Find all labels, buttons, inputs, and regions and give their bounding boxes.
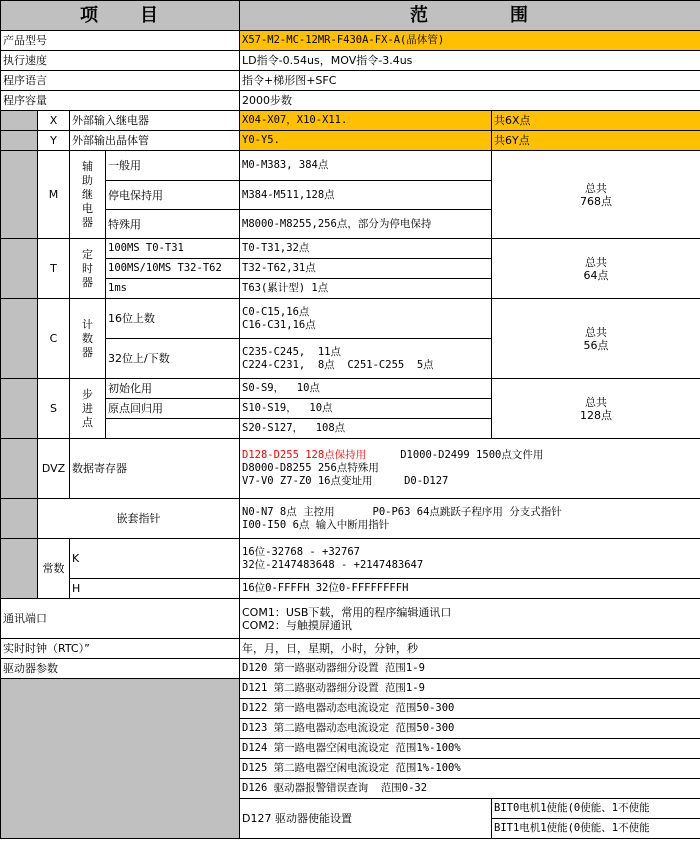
driver-row: D121 第二路驱动器细分设置 范围1-9 [240, 679, 700, 699]
t-100-label: 100MS T0-T31 [106, 239, 240, 259]
comm-label: 通讯端口 [1, 599, 240, 639]
c-group: 计数器 [70, 299, 106, 379]
s-init-value: S0-S9， 10点 [240, 379, 492, 399]
s-code: S [38, 379, 70, 439]
x-label: 外部输入继电器 [70, 111, 240, 131]
driver-label: 驱动器参数 [1, 659, 240, 679]
m-power-label: 停电保持用 [106, 181, 240, 210]
row-driver-1 [1, 679, 700, 699]
t-1-label: 1ms [106, 279, 240, 299]
s-group: 步进点 [70, 379, 106, 439]
row-speed [1, 51, 700, 71]
nest-value: N0-N7 8点 主控用 P0-P63 64点跳跃子程序用 分支式指针 I00-I50 6点 输入中断用指针 [240, 499, 700, 539]
driver-row: D126 驱动器报警错误查询 范围0-32 [240, 779, 700, 799]
x-code: X [38, 111, 70, 131]
s-general-value: S20-S127， 108点 [240, 419, 492, 439]
m-power-value: M384-M511,128点 [240, 181, 492, 210]
row-m-general [1, 151, 700, 181]
rtc-label: 实时时钟（RTC）” [1, 639, 240, 659]
header-item: 项 目 [1, 1, 240, 31]
language-value: 指令+梯形图+SFC [240, 71, 700, 91]
row-nest [1, 499, 700, 539]
speed-value: LD指令-0.54us，MOV指令-3.4us [240, 51, 700, 71]
driver-bit0: BIT0电机1使能(0使能、1不使能 [492, 799, 700, 819]
t-group: 定时器 [70, 239, 106, 299]
c-32-value: C235-C245, 11点 C224-C231, 8点 C251-C255 5点 [240, 339, 492, 379]
capacity-label: 程序容量 [1, 91, 240, 111]
row-capacity [1, 91, 700, 111]
row-x [1, 111, 700, 131]
const-label: 常数 [38, 539, 70, 599]
y-total: 共6Y点 [492, 131, 700, 151]
y-code: Y [38, 131, 70, 151]
x-value: X04-X07，X10-X11. [240, 111, 492, 131]
dvz-value: D128-D255 128点保持用 D1000-D2499 1500点文件用 D8000-D8255 256点特殊用 V7-V0 Z7-Z0 16点变址用 D0-D127 [240, 439, 700, 499]
driver-bit1: BIT1电机1使能(0使能、1不使能 [492, 819, 700, 839]
row-y [1, 131, 700, 151]
nest-label: 嵌套指针 [38, 499, 240, 539]
y-label: 外部输出晶体管 [70, 131, 240, 151]
c-16-label: 16位上数 [106, 299, 240, 339]
driver-row: D120 第一路驱动器细分设置 范围1-9 [240, 659, 700, 679]
m-general-value: M0-M383, 384点 [240, 151, 492, 181]
rtc-value: 年，月，日，星期，小时，分钟，秒 [240, 639, 700, 659]
row-const-k [1, 539, 700, 579]
driver-row: D124 第一路电器空闲电流设定 范围1%-100% [240, 739, 700, 759]
driver-row: D123 第二路电器动态电流设定 范围50-300 [240, 719, 700, 739]
t-code: T [38, 239, 70, 299]
row-const-h [1, 579, 700, 599]
s-total: 总共 128点 [492, 379, 700, 439]
driver-row: D125 第二路电器空闲电流设定 范围1%-100% [240, 759, 700, 779]
row-driver-0 [1, 659, 700, 679]
row-comm [1, 599, 700, 639]
row-s-init [1, 379, 700, 399]
m-general-label: 一般用 [106, 151, 240, 181]
m-total: 总共 768点 [492, 151, 700, 239]
t-1-value: T63(累计型) 1点 [240, 279, 492, 299]
m-special-label: 特殊用 [106, 210, 240, 239]
driver-enable-label: D127 驱动器使能设置 [240, 799, 492, 839]
c-16-value: C0-C15,16点 C16-C31,16点 [240, 299, 492, 339]
dvz-retained: D128-D255 128点保持用 [242, 449, 367, 461]
m-group: 辅助继电器 [70, 151, 106, 239]
row-model [1, 31, 700, 51]
t-total: 总共 64点 [492, 239, 700, 299]
const-k-value: 16位-32768 - +32767 32位-2147483648 - +2147483647 [240, 539, 700, 579]
model-label: 产品型号 [1, 31, 240, 51]
header-range: 范 围 [240, 1, 700, 31]
row-c-16 [1, 299, 700, 339]
s-origin-value: S10-S19， 10点 [240, 399, 492, 419]
m-code: M [38, 151, 70, 239]
const-k: K [70, 539, 240, 579]
c-32-label: 32位上/下数 [106, 339, 240, 379]
row-t-100 [1, 239, 700, 259]
y-value: Y0-Y5. [240, 131, 492, 151]
header-row [1, 1, 700, 31]
const-h: H [70, 579, 240, 599]
x-total: 共6X点 [492, 111, 700, 131]
c-code: C [38, 299, 70, 379]
m-special-value: M8000-M8255,256点，部分为停电保持 [240, 210, 492, 239]
s-origin-label: 原点回归用 [106, 399, 240, 419]
comm-value: COM1：USB下载，常用的程序编辑通讯口 COM2：与触摸屏通讯 [240, 599, 700, 639]
t-10-label: 100MS/10MS T32-T62 [106, 259, 240, 279]
dvz-label: 数据寄存器 [70, 439, 240, 499]
s-general-label [106, 419, 240, 439]
c-total: 总共 56点 [492, 299, 700, 379]
model-value: X57-M2-MC-12MR-F430A-FX-A(晶体管) [240, 31, 700, 51]
dvz-code: DVZ [38, 439, 70, 499]
t-100-value: T0-T31,32点 [240, 239, 492, 259]
row-dvz [1, 439, 700, 499]
s-init-label: 初始化用 [106, 379, 240, 399]
capacity-value: 2000步数 [240, 91, 700, 111]
language-label: 程序语言 [1, 71, 240, 91]
row-rtc [1, 639, 700, 659]
speed-label: 执行速度 [1, 51, 240, 71]
const-h-value: 16位0-FFFFH 32位0-FFFFFFFFH [240, 579, 700, 599]
driver-row: D122 第一路电器动态电流设定 范围50-300 [240, 699, 700, 719]
row-language [1, 71, 700, 91]
t-10-value: T32-T62,31点 [240, 259, 492, 279]
